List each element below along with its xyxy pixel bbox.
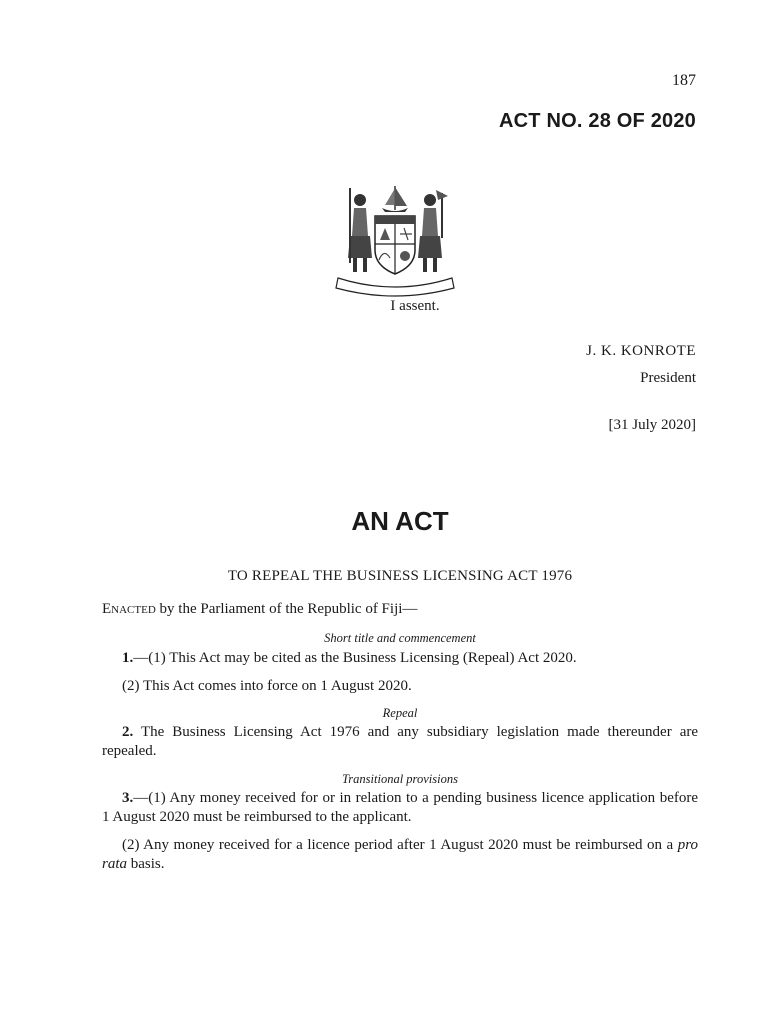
enacting-formula <box>102 601 698 618</box>
coat-of-arms-icon <box>330 178 460 298</box>
section-heading: Short title and commencement <box>324 631 476 645</box>
section-paragraph <box>102 836 698 874</box>
act-number-heading: ACT NO. 28 OF 2020 <box>499 110 696 132</box>
section-number: 2. <box>122 724 134 740</box>
paragraph-text: The Business Licensing Act 1976 and any subsidiary legislation made thereunder are repealed. <box>102 724 698 759</box>
paragraph-text: basis. <box>127 856 165 872</box>
enacting-first-word: Enacted <box>102 601 156 617</box>
assent-text: I assent. <box>390 298 440 314</box>
assent-date: [31 July 2020] <box>608 417 696 433</box>
signer-name: J. K. KONROTE <box>586 343 696 359</box>
section-paragraph <box>102 677 718 696</box>
paragraph-text: (2) This Act comes into force on 1 August 2020. <box>122 678 412 694</box>
section-number: 1. <box>122 650 134 666</box>
section-heading: Transitional provisions <box>342 772 458 786</box>
paragraph-text: —(1) This Act may be cited as the Business Licensing (Repeal) Act 2020. <box>133 650 577 666</box>
act-heading: AN ACT <box>351 506 449 536</box>
paragraph-text: —(1) Any money received for or in relation to a pending business licence application before 1 August 2020 must be reimbursed to the applicant. <box>102 790 698 825</box>
section-number: 3. <box>122 790 134 806</box>
page-number: 187 <box>672 72 696 89</box>
paragraph-text: (2) Any money received for a licence period after 1 August 2020 must be reimbursed on a <box>122 837 678 853</box>
section-paragraph <box>102 723 698 761</box>
section-heading: Repeal <box>382 706 418 720</box>
section-paragraph <box>102 789 698 827</box>
long-title: TO REPEAL THE BUSINESS LICENSING ACT 1976 <box>227 568 573 584</box>
signer-title: President <box>640 370 696 386</box>
paragraph-italic: pro rata <box>102 837 698 872</box>
enacting-rest: by the Parliament of the Republic of Fiji— <box>155 601 418 617</box>
section-paragraph <box>102 649 718 668</box>
